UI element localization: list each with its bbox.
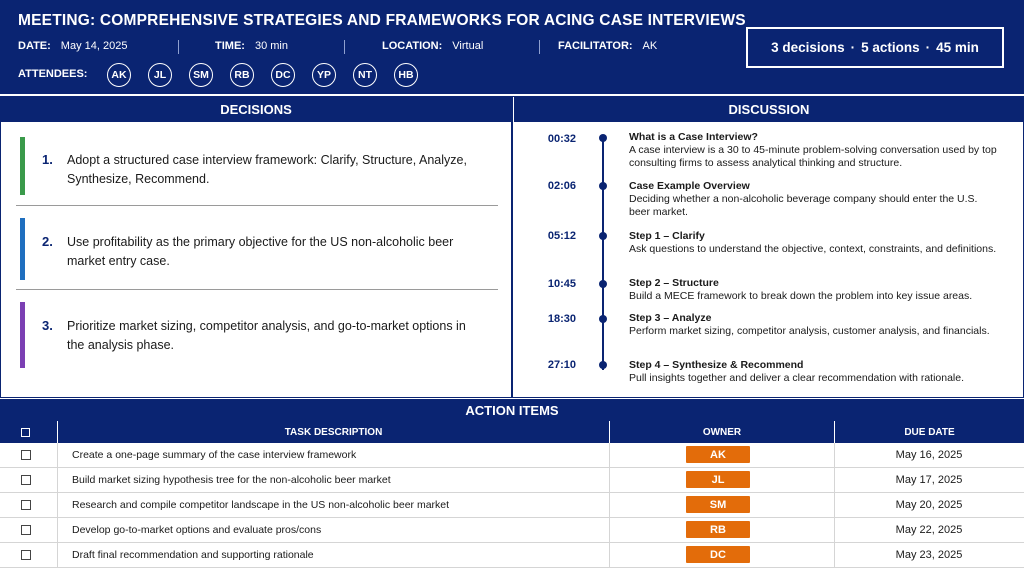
- timeline-title: Step 4 – Synthesize & Recommend: [629, 359, 804, 371]
- timeline-time[interactable]: 02:06: [547, 180, 576, 192]
- timeline-desc: Ask questions to understand the objective, context, constraints, and definitions.: [629, 243, 997, 255]
- timeline-time[interactable]: 00:32: [547, 133, 576, 145]
- meta-facilitator: [558, 40, 657, 52]
- decision-accent-bar: [20, 302, 25, 368]
- meeting-title: MEETING: COMPREHENSIVE STRATEGIES AND FRAMEWORKS FOR ACING CASE INTERVIEWS: [18, 12, 746, 29]
- timeline-desc: Perform market sizing, competitor analysis, customer analysis, and financials.: [629, 325, 990, 337]
- meta-location: [382, 40, 483, 52]
- meta-date: [18, 40, 127, 52]
- owner-badge: SM: [686, 496, 750, 513]
- timeline-title: Case Example Overview: [629, 180, 750, 192]
- decision-item: [20, 218, 500, 280]
- meta-time: [215, 40, 288, 52]
- decision-number: 2.: [42, 234, 53, 249]
- timeline-title: Step 1 – Clarify: [629, 230, 705, 242]
- select-all-checkbox[interactable]: [21, 428, 30, 437]
- table-row[interactable]: [0, 543, 1024, 568]
- attendee-avatar[interactable]: RB: [230, 63, 254, 87]
- attendee-avatar[interactable]: JL: [148, 63, 172, 87]
- meta-separator: [539, 40, 540, 54]
- task-description: Create a one-page summary of the case interview framework: [72, 449, 357, 461]
- table-row[interactable]: [0, 518, 1024, 543]
- date-value: May 14, 2025: [60, 40, 128, 52]
- timeline-desc: A case interview is a 30 to 45-minute problem-solving conversation used by top consulting firms to assess analytical thinking and structure.: [629, 144, 997, 169]
- due-date: May 23, 2025: [895, 549, 963, 561]
- timeline-dot: [599, 182, 607, 190]
- timeline-dot: [599, 232, 607, 240]
- summary-actions: 5 actions: [861, 40, 920, 55]
- meta-separator: [178, 40, 179, 54]
- column-divider: [834, 421, 835, 443]
- timeline-title: What is a Case Interview?: [629, 131, 758, 143]
- column-divider: [57, 421, 58, 443]
- action-items-heading: ACTION ITEMS: [0, 399, 1024, 421]
- timeline-dot: [599, 280, 607, 288]
- decision-item: [20, 137, 500, 195]
- time-label: TIME:: [215, 40, 245, 52]
- column-divider: [609, 421, 610, 443]
- due-date: May 20, 2025: [895, 499, 963, 511]
- task-checkbox[interactable]: [21, 475, 31, 485]
- facilitator-label: FACILITATOR:: [558, 40, 633, 52]
- decision-number: 1.: [42, 152, 53, 167]
- date-label: DATE:: [18, 40, 51, 52]
- timeline-time[interactable]: 18:30: [547, 313, 576, 325]
- attendee-avatar[interactable]: NT: [353, 63, 377, 87]
- meeting-header: [0, 0, 1024, 94]
- location-label: LOCATION:: [382, 40, 443, 52]
- meta-separator: [344, 40, 345, 54]
- due-column-header[interactable]: DUE DATE: [835, 421, 1024, 443]
- attendee-avatar[interactable]: AK: [107, 63, 131, 87]
- due-date: May 16, 2025: [895, 449, 963, 461]
- facilitator-value: AK: [642, 40, 658, 52]
- timeline-title: Step 2 – Structure: [629, 277, 719, 289]
- decision-text: Adopt a structured case interview framework: Clarify, Structure, Analyze, Synthesize, Recommend.: [67, 153, 467, 186]
- table-row[interactable]: [0, 493, 1024, 518]
- task-description: Draft final recommendation and supporting rationale: [72, 549, 314, 561]
- timeline-dot: [599, 361, 607, 369]
- decision-number: 3.: [42, 318, 53, 333]
- attendee-avatar[interactable]: HB: [394, 63, 418, 87]
- task-column-header[interactable]: TASK DESCRIPTION: [58, 421, 609, 443]
- decision-divider: [16, 289, 498, 290]
- timeline-desc: Deciding whether a non-alcoholic beverage company should enter the U.S. beer market.: [629, 193, 978, 218]
- task-checkbox[interactable]: [21, 525, 31, 535]
- due-date: May 17, 2025: [895, 474, 963, 486]
- table-row[interactable]: [0, 468, 1024, 493]
- task-checkbox[interactable]: [21, 450, 31, 460]
- timeline-desc: Build a MECE framework to break down the problem into key issue areas.: [629, 290, 973, 302]
- owner-badge: DC: [686, 546, 750, 563]
- timeline-title: Step 3 – Analyze: [629, 312, 712, 324]
- summary-decisions: 3 decisions: [771, 40, 845, 55]
- summary-separator: ·: [850, 40, 856, 55]
- summary-box: [746, 27, 1004, 68]
- location-value: Virtual: [452, 40, 484, 52]
- time-value: 30 min: [254, 40, 288, 52]
- decision-text: Prioritize market sizing, competitor analysis, and go-to-market options in the analysis phase.: [67, 319, 466, 352]
- timeline-line: [602, 138, 604, 370]
- timeline-desc: Pull insights together and deliver a clear recommendation with rationale.: [629, 372, 965, 384]
- discussion-heading: DISCUSSION: [514, 96, 1024, 122]
- summary-duration: 45 min: [936, 40, 979, 55]
- decision-accent-bar: [20, 137, 25, 195]
- timeline-time[interactable]: 27:10: [547, 359, 576, 371]
- attendee-avatar[interactable]: YP: [312, 63, 336, 87]
- timeline-dot: [599, 315, 607, 323]
- decisions-heading: DECISIONS: [0, 96, 512, 122]
- due-date: May 22, 2025: [895, 524, 963, 536]
- task-checkbox[interactable]: [21, 500, 31, 510]
- decision-text: Use profitability as the primary objective for the US non-alcoholic beer market entry case.: [67, 235, 454, 268]
- owner-column-header[interactable]: OWNER: [610, 421, 834, 443]
- owner-badge: RB: [686, 521, 750, 538]
- decision-divider: [16, 205, 498, 206]
- attendee-avatar[interactable]: SM: [189, 63, 213, 87]
- timeline-dot: [599, 134, 607, 142]
- task-description: Research and compile competitor landscape in the US non-alcoholic beer market: [72, 499, 450, 511]
- owner-badge: AK: [686, 446, 750, 463]
- task-checkbox[interactable]: [21, 550, 31, 560]
- decision-item: [20, 302, 500, 368]
- timeline-time[interactable]: 10:45: [547, 278, 576, 290]
- timeline-time[interactable]: 05:12: [547, 230, 576, 242]
- attendee-avatar[interactable]: DC: [271, 63, 295, 87]
- task-description: Develop go-to-market options and evaluate pros/cons: [72, 524, 322, 536]
- owner-badge: JL: [686, 471, 750, 488]
- table-row[interactable]: [0, 443, 1024, 468]
- attendees-label: ATTENDEES:: [18, 68, 88, 80]
- summary-separator: ·: [925, 40, 931, 55]
- task-description: Build market sizing hypothesis tree for the non-alcoholic beer market: [72, 474, 391, 486]
- decision-accent-bar: [20, 218, 25, 280]
